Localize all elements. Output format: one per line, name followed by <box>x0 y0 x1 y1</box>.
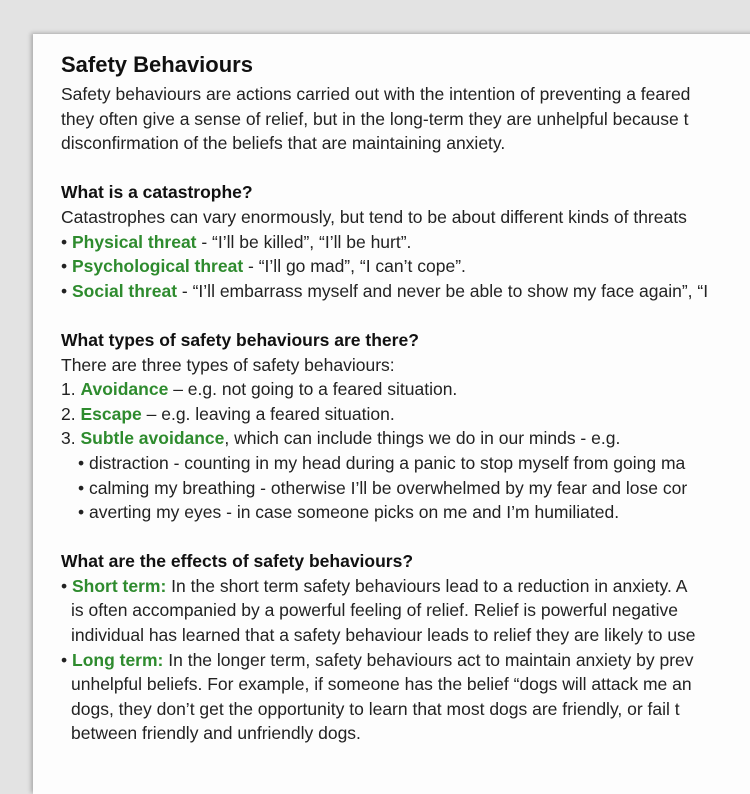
types-lead: There are three types of safety behaviours: <box>61 354 395 375</box>
type-item-avoidance: 1. Avoidance – e.g. not going to a feared situation. <box>61 379 458 400</box>
effect-long-continuation: between friendly and unfriendly dogs. <box>71 723 361 744</box>
page-title: Safety Behaviours <box>61 52 253 77</box>
threat-item-psychological: • Psychological threat - “I’ll go mad”, “I can’t cope”. <box>61 256 466 277</box>
threat-item-physical: • Physical threat - “I’ll be killed”, “I’ll be hurt”. <box>61 231 412 252</box>
effect-long-continuation: dogs, they don’t get the opportunity to learn that most dogs are friendly, or fail t <box>71 698 680 719</box>
type-item-escape: 2. Escape – e.g. leaving a feared situation. <box>61 403 395 424</box>
type-item-subtle-avoidance: 3. Subtle avoidance, which can include things we do in our minds - e.g. <box>61 428 621 449</box>
effect-item-short-term: • Short term: In the short term safety behaviours lead to a reduction in anxiety. A <box>61 575 688 596</box>
effect-item-long-term: • Long term: In the longer term, safety behaviours act to maintain anxiety by prev <box>61 649 694 670</box>
effect-short-continuation: individual has learned that a safety behaviour leads to relief they are likely to use <box>71 625 696 646</box>
subtle-example-breathing: • calming my breathing - otherwise I’ll be overwhelmed by my fear and lose cor <box>78 477 688 498</box>
effects-heading: What are the effects of safety behaviours? <box>61 551 414 572</box>
intro-line: Safety behaviours are actions carried out with the intention of preventing a feared <box>61 84 691 104</box>
intro-line: disconfirmation of the beliefs that are maintaining anxiety. <box>61 133 506 154</box>
intro-line: they often give a sense of relief, but in the long-term they are unhelpful because t <box>61 108 689 129</box>
subtle-example-distraction: • distraction - counting in my head during a panic to stop myself from going ma <box>78 452 686 473</box>
threat-item-social: • Social threat - “I’ll embarrass myself and never be able to show my face again”, “I <box>61 280 709 301</box>
subtle-example-eyes: • averting my eyes - in case someone picks on me and I’m humiliated. <box>78 502 620 523</box>
effect-short-continuation: is often accompanied by a powerful feeling of relief. Relief is powerful negative <box>71 600 679 621</box>
document-content <box>61 50 750 746</box>
catastrophe-heading: What is a catastrophe? <box>61 182 253 203</box>
effect-long-continuation: unhelpful beliefs. For example, if someone has the belief “dogs will attack me an <box>71 674 692 695</box>
catastrophe-lead: Catastrophes can vary enormously, but tend to be about different kinds of threats <box>61 206 687 227</box>
types-heading: What types of safety behaviours are there? <box>61 329 419 350</box>
